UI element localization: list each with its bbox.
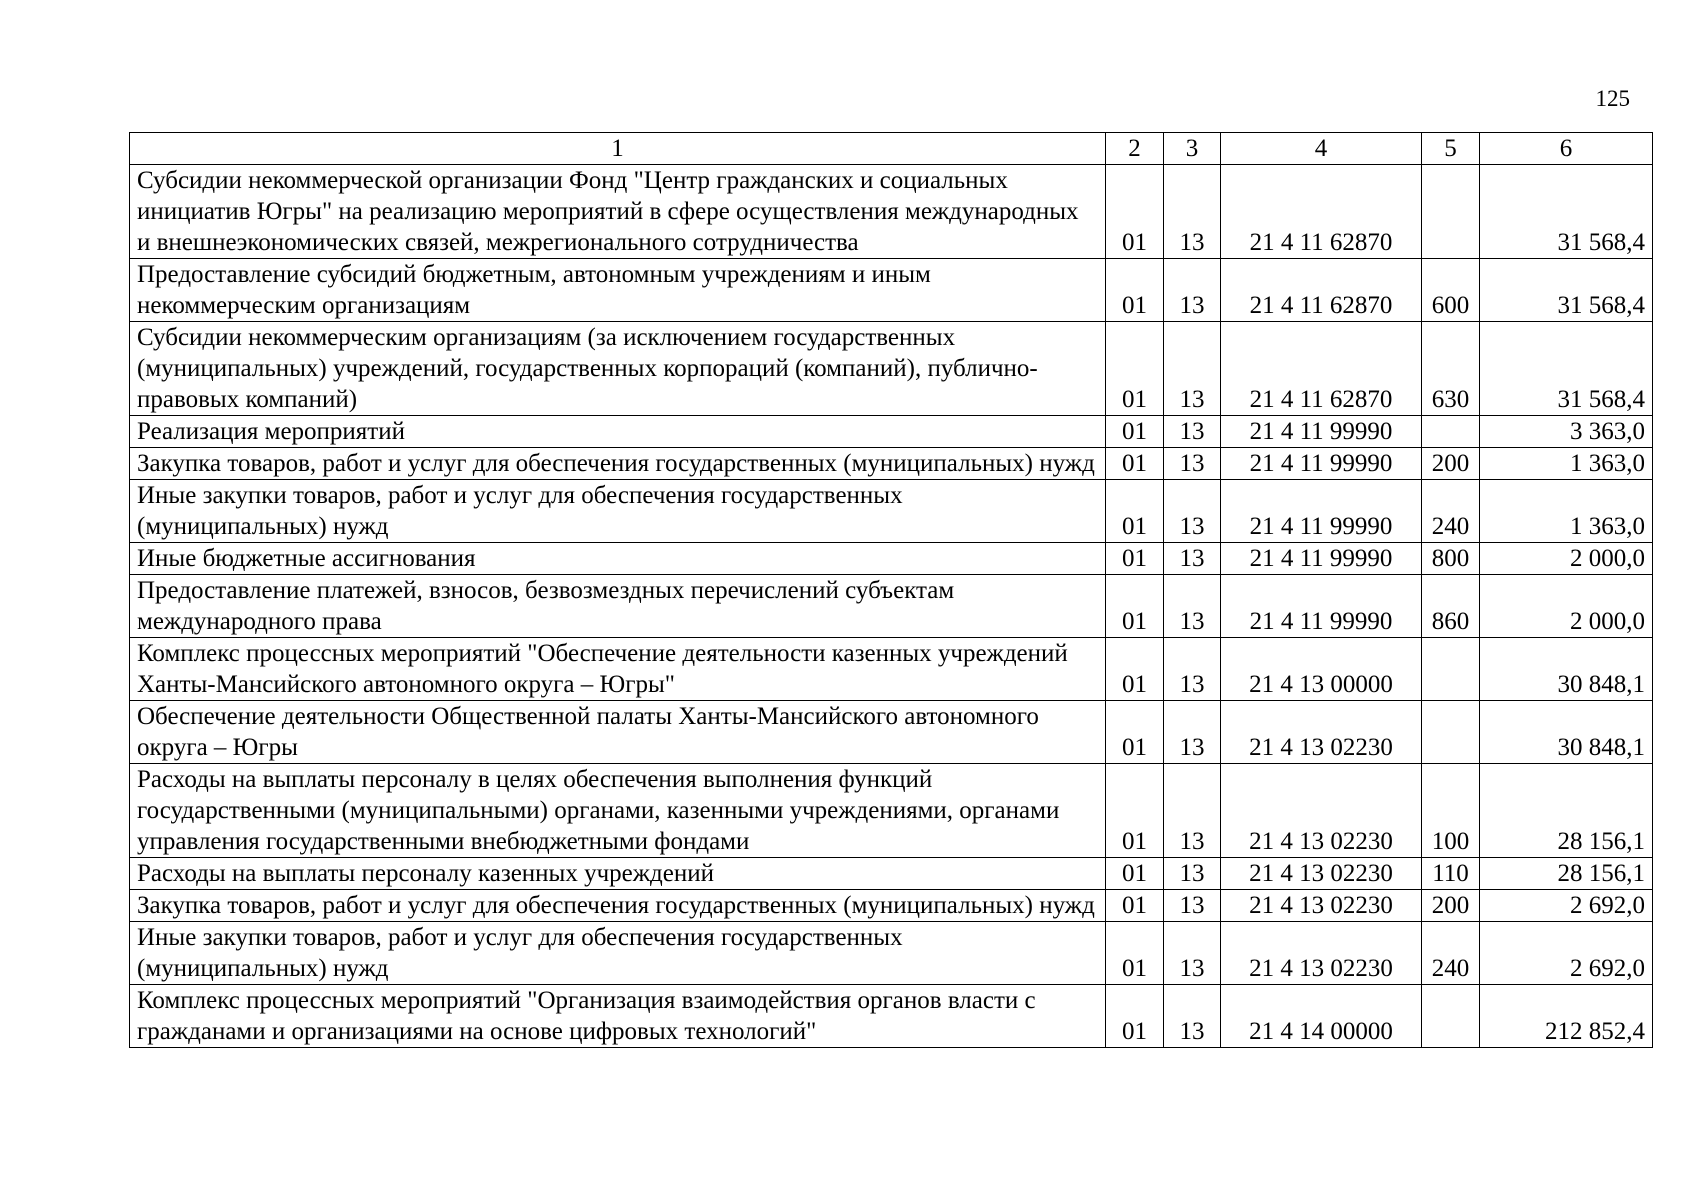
row-expense-type	[1422, 165, 1480, 259]
row-subsection: 13	[1164, 890, 1221, 922]
table-row	[130, 701, 1653, 764]
row-target-article: 21 4 13 02230	[1221, 701, 1422, 764]
table-row	[130, 922, 1653, 985]
row-subsection: 13	[1164, 543, 1221, 575]
table-row	[130, 638, 1653, 701]
row-target-article: 21 4 11 99990	[1221, 575, 1422, 638]
row-description: Обеспечение деятельности Общественной палаты Ханты-Мансийского автономного округа – Югры	[130, 701, 1106, 764]
row-amount: 2 000,0	[1480, 575, 1653, 638]
row-section: 01	[1106, 985, 1164, 1048]
row-subsection: 13	[1164, 575, 1221, 638]
table-row	[130, 416, 1653, 448]
row-expense-type	[1422, 416, 1480, 448]
table-row	[130, 259, 1653, 322]
page-number: 125	[1595, 86, 1630, 111]
row-description: Закупка товаров, работ и услуг для обеспечения государственных (муниципальных) нужд	[130, 890, 1106, 922]
row-amount: 28 156,1	[1480, 858, 1653, 890]
table-row	[130, 764, 1653, 858]
row-description: Комплекс процессных мероприятий "Организация взаимодействия органов власти с гражданами и организациями на основе цифровых технологий"	[130, 985, 1106, 1048]
row-amount: 30 848,1	[1480, 638, 1653, 701]
row-amount: 1 363,0	[1480, 480, 1653, 543]
row-target-article: 21 4 14 00000	[1221, 985, 1422, 1048]
row-description: Иные бюджетные ассигнования	[130, 543, 1106, 575]
row-target-article: 21 4 11 99990	[1221, 416, 1422, 448]
row-amount: 31 568,4	[1480, 259, 1653, 322]
row-expense-type: 600	[1422, 259, 1480, 322]
row-target-article: 21 4 13 02230	[1221, 890, 1422, 922]
row-description: Предоставление платежей, взносов, безвозмездных перечислений субъектам международного права	[130, 575, 1106, 638]
row-expense-type: 240	[1422, 922, 1480, 985]
row-subsection: 13	[1164, 985, 1221, 1048]
header-col-5: 5	[1422, 133, 1480, 165]
table-row	[130, 575, 1653, 638]
row-section: 01	[1106, 922, 1164, 985]
row-subsection: 13	[1164, 701, 1221, 764]
row-expense-type: 800	[1422, 543, 1480, 575]
row-subsection: 13	[1164, 922, 1221, 985]
row-subsection: 13	[1164, 322, 1221, 416]
row-section: 01	[1106, 701, 1164, 764]
row-subsection: 13	[1164, 858, 1221, 890]
row-amount: 3 363,0	[1480, 416, 1653, 448]
row-target-article: 21 4 13 02230	[1221, 764, 1422, 858]
header-col-3: 3	[1164, 133, 1221, 165]
row-section: 01	[1106, 858, 1164, 890]
row-target-article: 21 4 11 99990	[1221, 543, 1422, 575]
row-description: Предоставление субсидий бюджетным, автономным учреждениям и иным некоммерческим организациям	[130, 259, 1106, 322]
header-row	[130, 133, 1653, 165]
row-subsection: 13	[1164, 448, 1221, 480]
row-section: 01	[1106, 890, 1164, 922]
row-expense-type: 860	[1422, 575, 1480, 638]
row-target-article: 21 4 13 02230	[1221, 922, 1422, 985]
row-expense-type: 100	[1422, 764, 1480, 858]
row-target-article: 21 4 13 00000	[1221, 638, 1422, 701]
row-section: 01	[1106, 448, 1164, 480]
row-amount: 2 692,0	[1480, 890, 1653, 922]
budget-table	[129, 132, 1653, 1048]
row-expense-type	[1422, 985, 1480, 1048]
table-row	[130, 858, 1653, 890]
row-subsection: 13	[1164, 764, 1221, 858]
row-subsection: 13	[1164, 259, 1221, 322]
row-subsection: 13	[1164, 480, 1221, 543]
row-subsection: 13	[1164, 638, 1221, 701]
header-col-2: 2	[1106, 133, 1164, 165]
row-description: Иные закупки товаров, работ и услуг для обеспечения государственных (муниципальных) нужд	[130, 480, 1106, 543]
row-description: Реализация мероприятий	[130, 416, 1106, 448]
table-row	[130, 448, 1653, 480]
row-description: Расходы на выплаты персоналу казенных учреждений	[130, 858, 1106, 890]
row-description: Иные закупки товаров, работ и услуг для обеспечения государственных (муниципальных) нужд	[130, 922, 1106, 985]
row-amount: 31 568,4	[1480, 165, 1653, 259]
row-section: 01	[1106, 416, 1164, 448]
row-expense-type: 630	[1422, 322, 1480, 416]
row-expense-type: 110	[1422, 858, 1480, 890]
row-expense-type: 240	[1422, 480, 1480, 543]
row-amount: 2 000,0	[1480, 543, 1653, 575]
row-amount: 1 363,0	[1480, 448, 1653, 480]
table-row	[130, 890, 1653, 922]
row-description: Субсидии некоммерческой организации Фонд "Центр гражданских и социальных инициатив Югры" на реализацию мероприятий в сфере осуществления международных и внешнеэкономических связей, межрегионального сотрудничества	[130, 165, 1106, 259]
row-section: 01	[1106, 543, 1164, 575]
row-description: Комплекс процессных мероприятий "Обеспечение деятельности казенных учреждений Ханты-Мансийского автономного округа – Югры"	[130, 638, 1106, 701]
table-row	[130, 480, 1653, 543]
table-row	[130, 322, 1653, 416]
row-target-article: 21 4 11 62870	[1221, 322, 1422, 416]
row-amount: 28 156,1	[1480, 764, 1653, 858]
header-col-1: 1	[130, 133, 1106, 165]
row-section: 01	[1106, 575, 1164, 638]
row-subsection: 13	[1164, 416, 1221, 448]
row-description: Расходы на выплаты персоналу в целях обеспечения выполнения функций государственными (муниципальными) органами, казенными учреждениями, органами управления государственными внебюджетными фондами	[130, 764, 1106, 858]
row-section: 01	[1106, 165, 1164, 259]
row-amount: 30 848,1	[1480, 701, 1653, 764]
row-subsection: 13	[1164, 165, 1221, 259]
row-section: 01	[1106, 259, 1164, 322]
row-amount: 212 852,4	[1480, 985, 1653, 1048]
header-col-4: 4	[1221, 133, 1422, 165]
table-row	[130, 165, 1653, 259]
row-expense-type: 200	[1422, 890, 1480, 922]
row-expense-type	[1422, 701, 1480, 764]
row-target-article: 21 4 11 62870	[1221, 165, 1422, 259]
row-expense-type	[1422, 638, 1480, 701]
row-target-article: 21 4 13 02230	[1221, 858, 1422, 890]
row-expense-type: 200	[1422, 448, 1480, 480]
row-section: 01	[1106, 764, 1164, 858]
row-target-article: 21 4 11 99990	[1221, 448, 1422, 480]
table-row	[130, 985, 1653, 1048]
row-amount: 31 568,4	[1480, 322, 1653, 416]
row-section: 01	[1106, 322, 1164, 416]
row-section: 01	[1106, 638, 1164, 701]
table-row	[130, 543, 1653, 575]
row-description: Субсидии некоммерческим организациям (за исключением государственных (муниципальных) учреждений, государственных корпораций (компаний), публично-правовых компаний)	[130, 322, 1106, 416]
row-amount: 2 692,0	[1480, 922, 1653, 985]
row-target-article: 21 4 11 99990	[1221, 480, 1422, 543]
row-description: Закупка товаров, работ и услуг для обеспечения государственных (муниципальных) нужд	[130, 448, 1106, 480]
header-col-6: 6	[1480, 133, 1653, 165]
row-target-article: 21 4 11 62870	[1221, 259, 1422, 322]
row-section: 01	[1106, 480, 1164, 543]
